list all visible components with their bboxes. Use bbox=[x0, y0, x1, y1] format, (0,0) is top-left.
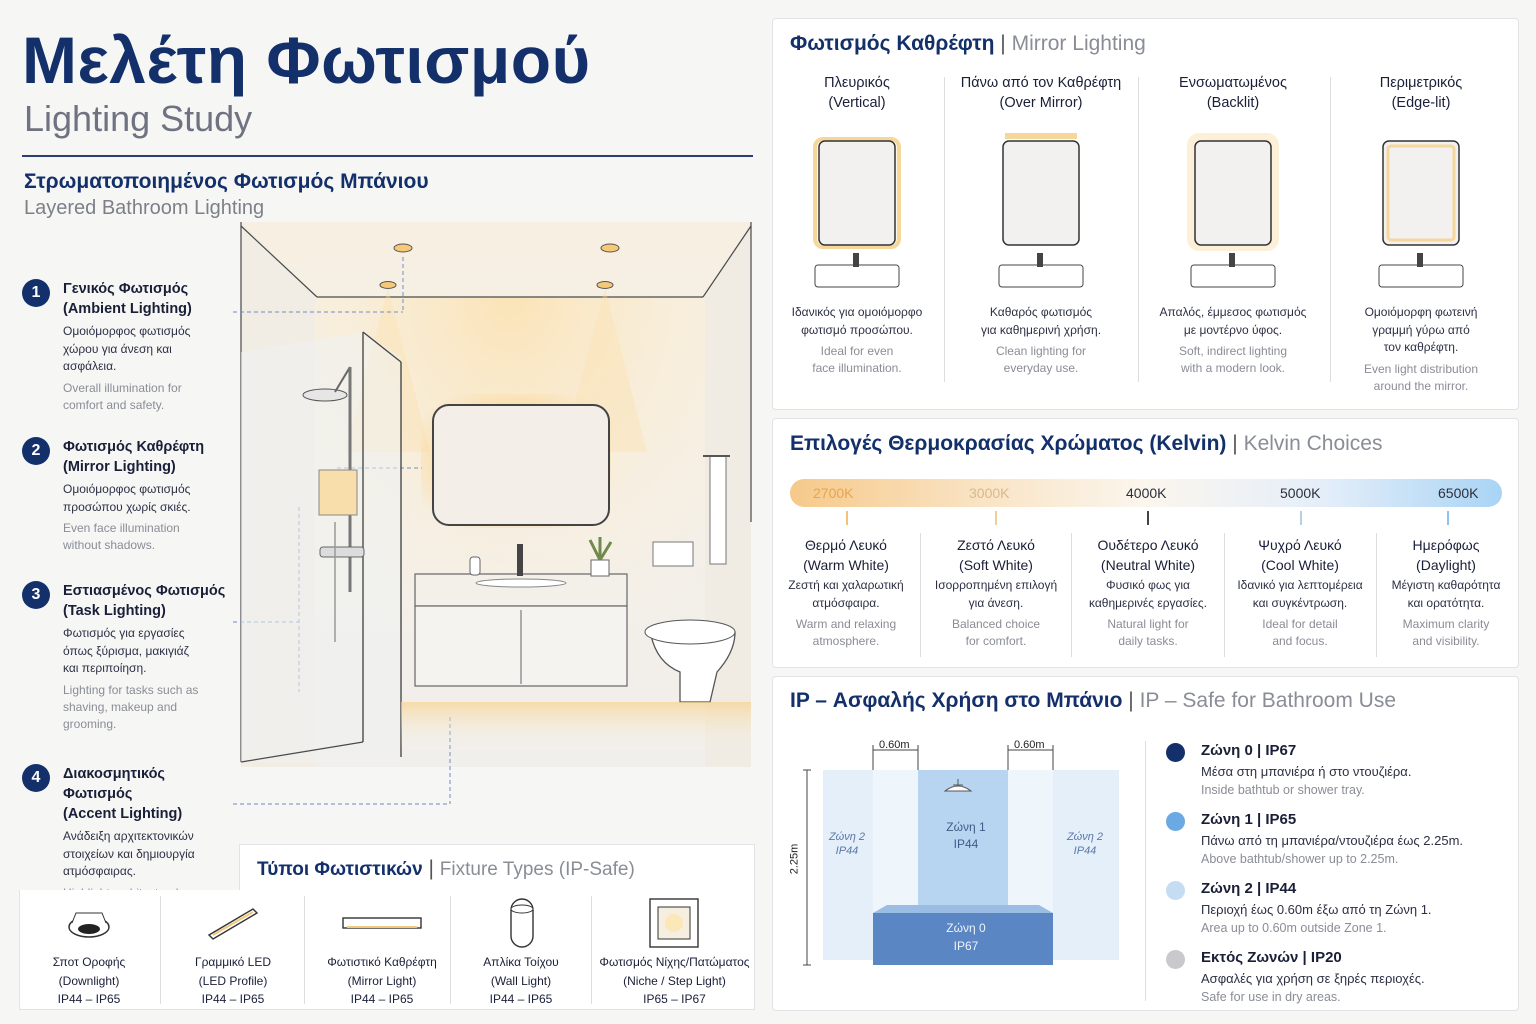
layer-description: Φωτισμός για εργασίες όπως ξύρισμα, μακιγιάζ και περιποίηση. bbox=[63, 626, 189, 675]
layer-title: Γενικός Φωτισμός (Ambient Lighting) bbox=[63, 281, 192, 317]
kelvin-label-5000: 5000K bbox=[1280, 485, 1321, 501]
over-mirror-icon bbox=[991, 127, 1091, 297]
page-title: Μελέτη Φωτισμού bbox=[22, 23, 591, 97]
kelvin-marker bbox=[1147, 511, 1149, 525]
wall-light-icon bbox=[501, 897, 541, 951]
zone2-left-label: Ζώνη 2 IP44 bbox=[828, 831, 866, 857]
page-title-en: Lighting Study bbox=[24, 98, 253, 139]
layer-mirror bbox=[22, 437, 232, 554]
led-profile-icon bbox=[203, 903, 263, 943]
kelvin-label-2700: 2700K bbox=[813, 485, 854, 501]
layer-description-en: Even face illumination without shadows. bbox=[63, 521, 180, 552]
zone-1-dot bbox=[1166, 812, 1185, 831]
mirror-lighting-title: Φωτισμός Καθρέφτη | Mirror Lighting bbox=[790, 32, 1146, 55]
mirror-type-over-mirror: Πάνω από τον Καθρέφτη (Over Mirror) Καθαρός φωτισμός για καθημερινή χρήση. Clean lighting for everyday use. bbox=[960, 75, 1122, 375]
ip-panel bbox=[772, 676, 1519, 1011]
fixture-led-profile: Γραμμικό LED (LED Profile) IP44 – IP65 bbox=[163, 897, 303, 1009]
layer-number-badge: 4 bbox=[22, 764, 50, 792]
kelvin-label-3000: 3000K bbox=[969, 485, 1010, 501]
ip-title: IP – Ασφαλής Χρήση στο Μπάνιο | IP – Safe for Bathroom Use bbox=[790, 689, 1397, 712]
layer-description: Ανάδειξη αρχιτεκτονικών στοιχείων και δημιουργία ατμόσφαιρας. bbox=[63, 829, 195, 878]
kelvin-panel bbox=[772, 418, 1519, 668]
downlight-icon bbox=[64, 903, 114, 943]
kelvin-label-4000: 4000K bbox=[1126, 485, 1167, 501]
kelvin-marker bbox=[1300, 511, 1302, 525]
layer-description-en: Overall illumination for comfort and safety. bbox=[63, 380, 182, 412]
kelvin-marker bbox=[1447, 511, 1449, 525]
zone-outside-row: Εκτός Ζωνών | IP20 Ασφαλές για χρήση σε ξηρές περιοχές. Safe for use in dry areas. bbox=[1166, 948, 1496, 1007]
fixture-list bbox=[19, 896, 755, 1006]
fixture-types-title: Τύποι Φωτιστικών | Fixture Types (IP-Safe) bbox=[257, 857, 635, 880]
zone-0-dot bbox=[1166, 743, 1185, 762]
fixture-mirror-light: Φωτιστικό Καθρέφτη (Mirror Light) IP44 – IP65 bbox=[307, 897, 457, 1009]
layer-number-badge: 2 bbox=[22, 437, 50, 465]
zone0-label: Ζώνη 0 IP67 bbox=[946, 921, 986, 953]
kelvin-label-6500: 6500K bbox=[1438, 485, 1479, 501]
mirror-lighting-panel bbox=[772, 18, 1519, 410]
layer-description: Ομοιόμορφος φωτισμός προσώπου χωρίς σκιές. bbox=[63, 482, 191, 514]
edge-lit-mirror-icon bbox=[1371, 127, 1471, 297]
kelvin-option-neutral-white: Ουδέτερο Λευκό (Neutral White) Φυσικό φως για καθημερινές εργασίες. Natural light for daily tasks. bbox=[1088, 537, 1207, 648]
bathroom-illustration bbox=[225, 222, 755, 832]
layer-number-badge: 1 bbox=[22, 279, 50, 307]
vertical-mirror-icon bbox=[807, 127, 907, 297]
layer-title: Εστιασμένος Φωτισμός (Task Lighting) bbox=[63, 583, 226, 619]
zone-1-row: Ζώνη 1 | IP65 Πάνω από τη μπανιέρα/ντουζιέρα έως 2.25m. Above bathtub/shower up to 2.25m. bbox=[1166, 810, 1496, 869]
dimension-left: 0.60m bbox=[879, 739, 910, 751]
dimension-right: 0.60m bbox=[1014, 739, 1045, 751]
mirror-light-icon bbox=[337, 903, 427, 943]
layer-title: Φωτισμός Καθρέφτη (Mirror Lighting) bbox=[63, 439, 205, 475]
layer-task bbox=[22, 581, 232, 733]
section-subtitle-en: Layered Bathroom Lighting bbox=[24, 197, 265, 219]
zone2-right-label: Ζώνη 2 IP44 bbox=[1066, 831, 1104, 857]
title-divider bbox=[22, 155, 753, 157]
dimension-height: 2.25m bbox=[788, 843, 801, 875]
kelvin-title: Επιλογές Θερμοκρασίας Χρώματος (Kelvin) | Kelvin Choices bbox=[790, 432, 1383, 455]
backlit-mirror-icon bbox=[1183, 127, 1283, 297]
kelvin-marker bbox=[995, 511, 997, 525]
layer-description: Ομοιόμορφος φωτισμός χώρου για άνεση και ασφάλεια. bbox=[63, 324, 191, 373]
zone-2-row: Ζώνη 2 | IP44 Περιοχή έως 0.60m έξω από τη Ζώνη 1. Area up to 0.60m outside Zone 1. bbox=[1166, 879, 1496, 938]
zone-2-dot bbox=[1166, 881, 1185, 900]
niche-light-icon bbox=[648, 897, 702, 951]
zone-outside-dot bbox=[1166, 950, 1185, 969]
ip-zone-diagram bbox=[787, 735, 1127, 1005]
mirror-type-vertical: Πλευρικός (Vertical) Ιδανικός για ομοιόμορφο φωτισμό προσώπου. Ideal for even face illumination. bbox=[791, 75, 923, 375]
section-subtitle: Στρωματοποιημένος Φωτισμός Μπάνιου bbox=[24, 170, 429, 193]
fixture-downlight: Σποτ Οροφής (Downlight) IP44 – IP65 bbox=[19, 897, 159, 1009]
layer-number-badge: 3 bbox=[22, 581, 50, 609]
layer-ambient bbox=[22, 279, 232, 414]
fixture-wall-light: Απλίκα Τοίχου (Wall Light) IP44 – IP65 bbox=[451, 897, 591, 1009]
mirror-type-edge-lit: Περιμετρικός (Edge-lit) Ομοιόμορφη φωτεινή γραμμή γύρω από τον καθρέφτη. Even light distribution around the mirror. bbox=[1363, 75, 1479, 393]
zone-0-row: Ζώνη 0 | IP67 Μέσα στη μπανιέρα ή στο ντουζιέρα. Inside bathtub or shower tray. bbox=[1166, 741, 1496, 800]
mirror-type-backlit: Ενσωματωμένος (Backlit) Απαλός, έμμεσος φωτισμός με μοντέρνο ύφος. Soft, indirect lighting with a modern look. bbox=[1159, 75, 1307, 375]
fixture-niche-step-light: Φωτισμός Νίχης/Πατώματος (Niche / Step Light) IP65 – IP67 bbox=[597, 897, 752, 1009]
kelvin-option-warm-white: Θερμό Λευκό (Warm White) Ζεστή και χαλαρωτική ατμόσφαιρα. Warm and relaxing atmosphere. bbox=[788, 537, 904, 648]
layer-title: Διακοσμητικός Φωτισμός (Accent Lighting) bbox=[63, 766, 183, 822]
fixture-types-panel bbox=[19, 844, 755, 1010]
kelvin-option-soft-white: Ζεστό Λευκό (Soft White) Ισορροπημένη επιλογή για άνεση. Balanced choice for comfort. bbox=[934, 537, 1058, 648]
zone1-label: Ζώνη 1 IP44 bbox=[946, 820, 986, 851]
kelvin-option-cool-white: Ψυχρό Λευκό (Cool White) Ιδανικό για λεπτομέρεια και συγκέντρωση. Ideal for detail and focus. bbox=[1237, 537, 1363, 648]
kelvin-marker bbox=[846, 511, 848, 525]
layer-description-en: Lighting for tasks such as shaving, makeup and grooming. bbox=[63, 682, 199, 731]
kelvin-option-daylight: Ημερόφως (Daylight) Μέγιστη καθαρότητα και ορατότητα. Maximum clarity and visibility. bbox=[1391, 537, 1501, 648]
